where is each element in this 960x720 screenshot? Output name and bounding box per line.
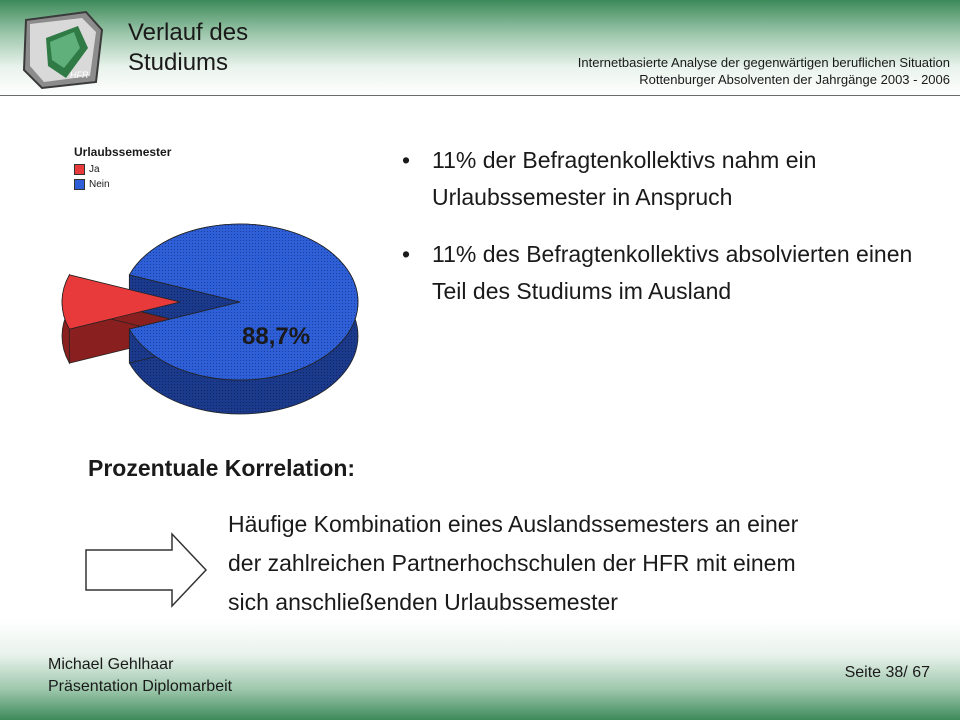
bullet-text: 11% des Befragtenkollektivs absolvierten einen Teil des Studiums im Ausland: [432, 241, 913, 304]
subtitle-line2: Rottenburger Absolventen der Jahrgänge 2003 - 2006: [639, 72, 950, 87]
pie-chart: [60, 222, 370, 432]
header-divider: [0, 95, 960, 96]
subtitle-line1: Internetbasierte Analyse der gegenwärtigen beruflichen Situation: [577, 55, 950, 70]
legend-label-nein: Nein: [89, 179, 110, 190]
slide-title-line1: Verlauf des: [128, 19, 249, 46]
legend-swatch-nein: [74, 179, 85, 190]
bullet-item: [396, 236, 936, 310]
slide-subtitle: [578, 54, 950, 88]
bullet-marker: •: [402, 241, 411, 267]
bullet-item: [396, 142, 936, 216]
legend-label-ja: Ja: [89, 164, 100, 175]
chart-legend: [74, 145, 171, 192]
chart-title: Urlaubssemester: [74, 145, 172, 159]
bullet-marker: •: [402, 147, 411, 173]
correlation-line1: Häufige Kombination eines Auslandssemesters an einer: [228, 511, 799, 537]
footer-subtitle: Präsentation Diplomarbeit: [48, 678, 233, 695]
legend-swatch-ja: [74, 164, 85, 175]
bullet-text: 11% der Befragtenkollektivs nahm ein Urlaubssemester in Anspruch: [432, 147, 817, 210]
footer-author: Michael Gehlhaar: [48, 656, 174, 673]
legend-entry-ja: [74, 162, 171, 177]
correlation-text: [228, 505, 928, 622]
svg-text:HFR: HFR: [70, 70, 89, 80]
footer-author-block: [48, 654, 232, 698]
correlation-line2: der zahlreichen Partnerhochschulen der HFR mit einem: [228, 550, 796, 576]
legend-entry-nein: [74, 177, 171, 192]
correlation-heading: Prozentuale Korrelation:: [88, 455, 356, 481]
correlation-line3: sich anschließenden Urlaubssemester: [228, 589, 618, 615]
right-arrow-icon: [84, 532, 210, 608]
hfr-logo-icon: [16, 8, 108, 92]
slide-title-line2: Studiums: [128, 49, 229, 76]
bullet-list: [396, 142, 936, 330]
slide-title: [128, 18, 328, 78]
page-number: Seite 38/ 67: [844, 664, 930, 681]
data-label-nein: 88,7%: [242, 323, 311, 350]
